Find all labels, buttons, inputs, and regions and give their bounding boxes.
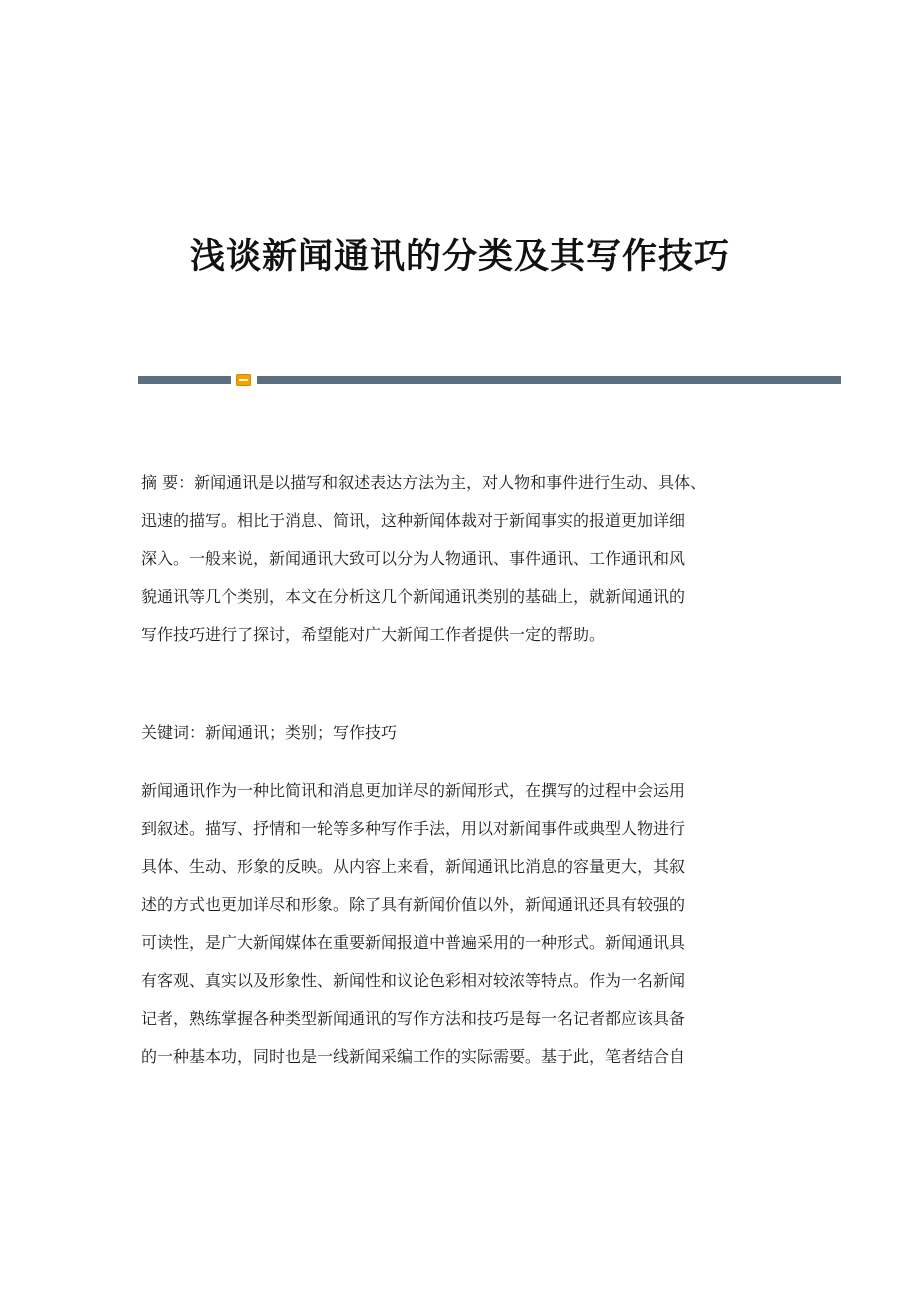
keywords-text: 关键词：新闻通讯；类别；写作技巧 [141, 723, 398, 742]
divider-emblem-icon [236, 374, 251, 386]
body-line: 的一种基本功，同时也是一线新闻采编工作的实际需要。基于此，笔者结合自 [141, 1047, 686, 1066]
body-line: 述的方式也更加详尽和形象。除了具有新闻价值以外，新闻通讯还具有较强的 [141, 895, 686, 914]
abstract-line: 貌通讯等几个类别，本文在分析这几个新闻通讯类别的基础上，就新闻通讯的 [141, 587, 686, 606]
divider-bar-left [138, 376, 231, 384]
abstract-line: 摘 要：新闻通讯是以描写和叙述表达方法为主，对人物和事件进行生动、具体、 [141, 473, 707, 492]
body-line: 到叙述。描写、抒情和一轮等多种写作手法，用以对新闻事件或典型人物进行 [141, 819, 686, 838]
divider-bar-right [257, 376, 841, 384]
abstract-line: 深入。一般来说，新闻通讯大致可以分为人物通讯、事件通讯、工作通讯和风 [141, 549, 686, 568]
body-paragraph [141, 772, 801, 1076]
abstract-paragraph [141, 464, 801, 654]
keywords-line [141, 714, 801, 752]
abstract-line: 写作技巧进行了探讨，希望能对广大新闻工作者提供一定的帮助。 [141, 625, 606, 644]
body-line: 可读性，是广大新闻媒体在重要新闻报道中普遍采用的一种形式。新闻通讯具 [141, 933, 686, 952]
document-title: 浅谈新闻通讯的分类及其写作技巧 [189, 236, 730, 278]
abstract-line: 迅速的描写。相比于消息、简讯，这种新闻体裁对于新闻事实的报道更加详细 [141, 511, 686, 530]
body-line: 有客观、真实以及形象性、新闻性和议论色彩相对较浓等特点。作为一名新闻 [141, 971, 686, 990]
body-line: 新闻通讯作为一种比简讯和消息更加详尽的新闻形式，在撰写的过程中会运用 [141, 781, 686, 800]
body-line: 记者，熟练掌握各种类型新闻通讯的写作方法和技巧是每一名记者都应该具备 [141, 1009, 686, 1028]
body-line: 具体、生动、形象的反映。从内容上来看，新闻通讯比消息的容量更大，其叙 [141, 857, 686, 876]
title-divider [138, 374, 841, 386]
